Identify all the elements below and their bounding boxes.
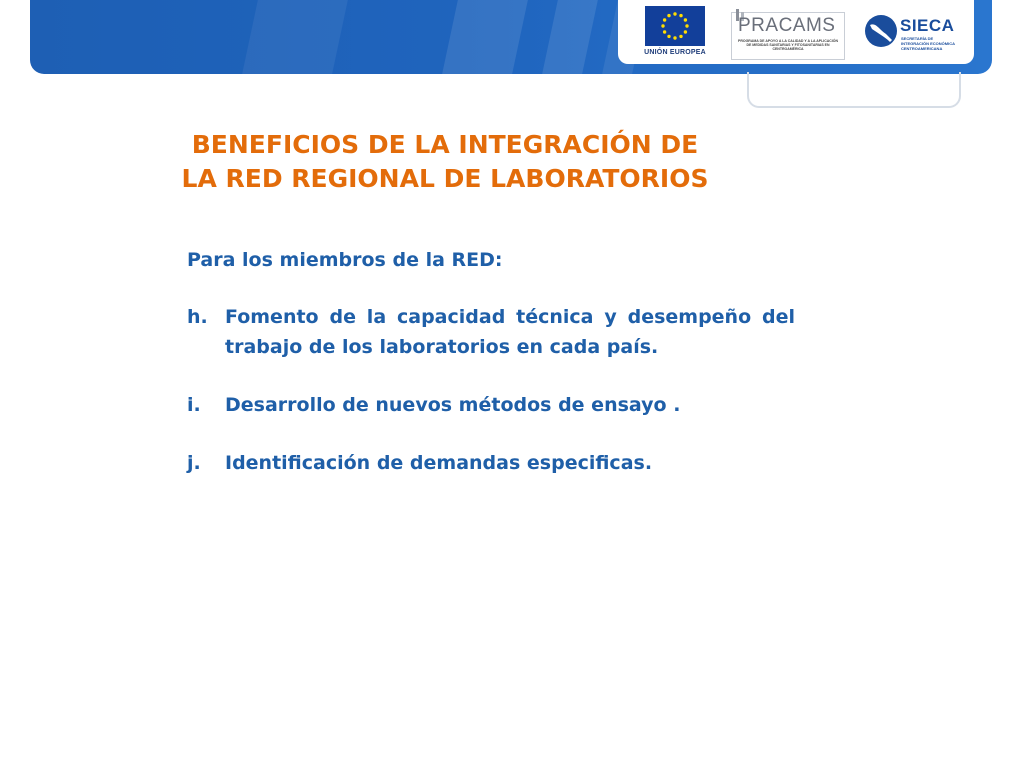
- list-item: [187, 302, 795, 362]
- sieca-logo: [864, 14, 964, 54]
- pracams-logo: [731, 12, 845, 60]
- list-marker: j.: [187, 452, 201, 474]
- slide-title-line-2: LA RED REGIONAL DE LABORATORIOS: [181, 164, 709, 193]
- list-item: [187, 390, 795, 420]
- header-stripe: [242, 0, 348, 74]
- list-item-text: Desarrollo de nuevos métodos de ensayo .: [225, 394, 681, 416]
- eu-logo-text: UNIÓN EUROPEA: [644, 49, 706, 56]
- list-marker: i.: [187, 394, 201, 416]
- list-marker: h.: [187, 306, 208, 328]
- list-item-text: Fomento de la capacidad técnica y desempeño del trabajo de los laboratorios en cada país.: [225, 306, 795, 358]
- eu-logo: [643, 6, 707, 62]
- header-stripe: [442, 0, 528, 74]
- slide-body: [187, 246, 795, 506]
- slide-title-line-1: BENEFICIOS DE LA INTEGRACIÓN DE: [191, 130, 699, 159]
- benefits-list: [187, 302, 795, 478]
- tab-outline: [747, 72, 961, 108]
- pracams-subtitle: PROGRAMA DE APOYO A LA CALIDAD Y A LA APLICACIÓN DE MEDIDAS SANITARIAS Y FITOSANITARIAS EN CENTROAMÉRICA: [737, 39, 838, 51]
- central-america-map-icon: [864, 14, 898, 48]
- list-item-text: Identificación de demandas especificas.: [225, 452, 653, 474]
- sieca-subtitle: SECRETARÍA DE INTEGRACIÓN ECONÓMICA CENTROAMERICANA: [901, 36, 955, 51]
- slide-title: [100, 128, 790, 196]
- intro-text: Para los miembros de la RED:: [187, 249, 503, 271]
- header-stripe: [542, 0, 598, 74]
- eu-flag-icon: [645, 6, 705, 46]
- pracams-title: PRACAMS: [738, 15, 836, 36]
- list-item: [187, 448, 795, 478]
- sieca-title: SIECA: [900, 16, 955, 35]
